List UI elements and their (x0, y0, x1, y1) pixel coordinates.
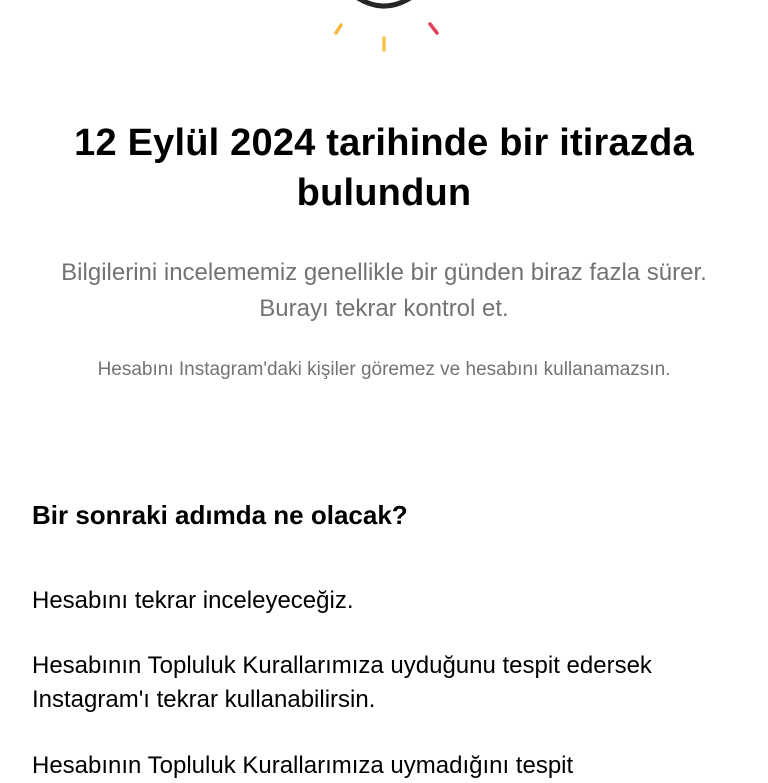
review-time-subtitle: Bilgilerini incelememiz genellikle bir günden biraz fazla sürer. Burayı tekrar kontrol et. (61, 259, 707, 322)
appeal-status-title: 12 Eylül 2024 tarihinde bir itirazda bulundun (74, 122, 694, 214)
next-steps-heading: Bir sonraki adımda ne olacak? (32, 500, 408, 530)
clock-with-sparkles-icon (0, 0, 768, 60)
sparkle-ray-left (336, 25, 341, 33)
next-step-paragraph: Hesabının Topluluk Kurallarımıza uyduğunu tespit edersek Instagram'ı tekrar kullanabilirsin. (32, 652, 652, 713)
clock-outline (352, 0, 416, 6)
next-step-paragraph: Hesabının Topluluk Kurallarımıza uymadığını tespit (32, 752, 574, 779)
next-step-paragraph: Hesabını tekrar inceleyeceğiz. (32, 587, 354, 614)
account-hidden-note: Hesabını Instagram'daki kişiler göremez ve hesabını kullanamazsın. (97, 359, 671, 380)
sparkle-ray-right (430, 24, 437, 33)
